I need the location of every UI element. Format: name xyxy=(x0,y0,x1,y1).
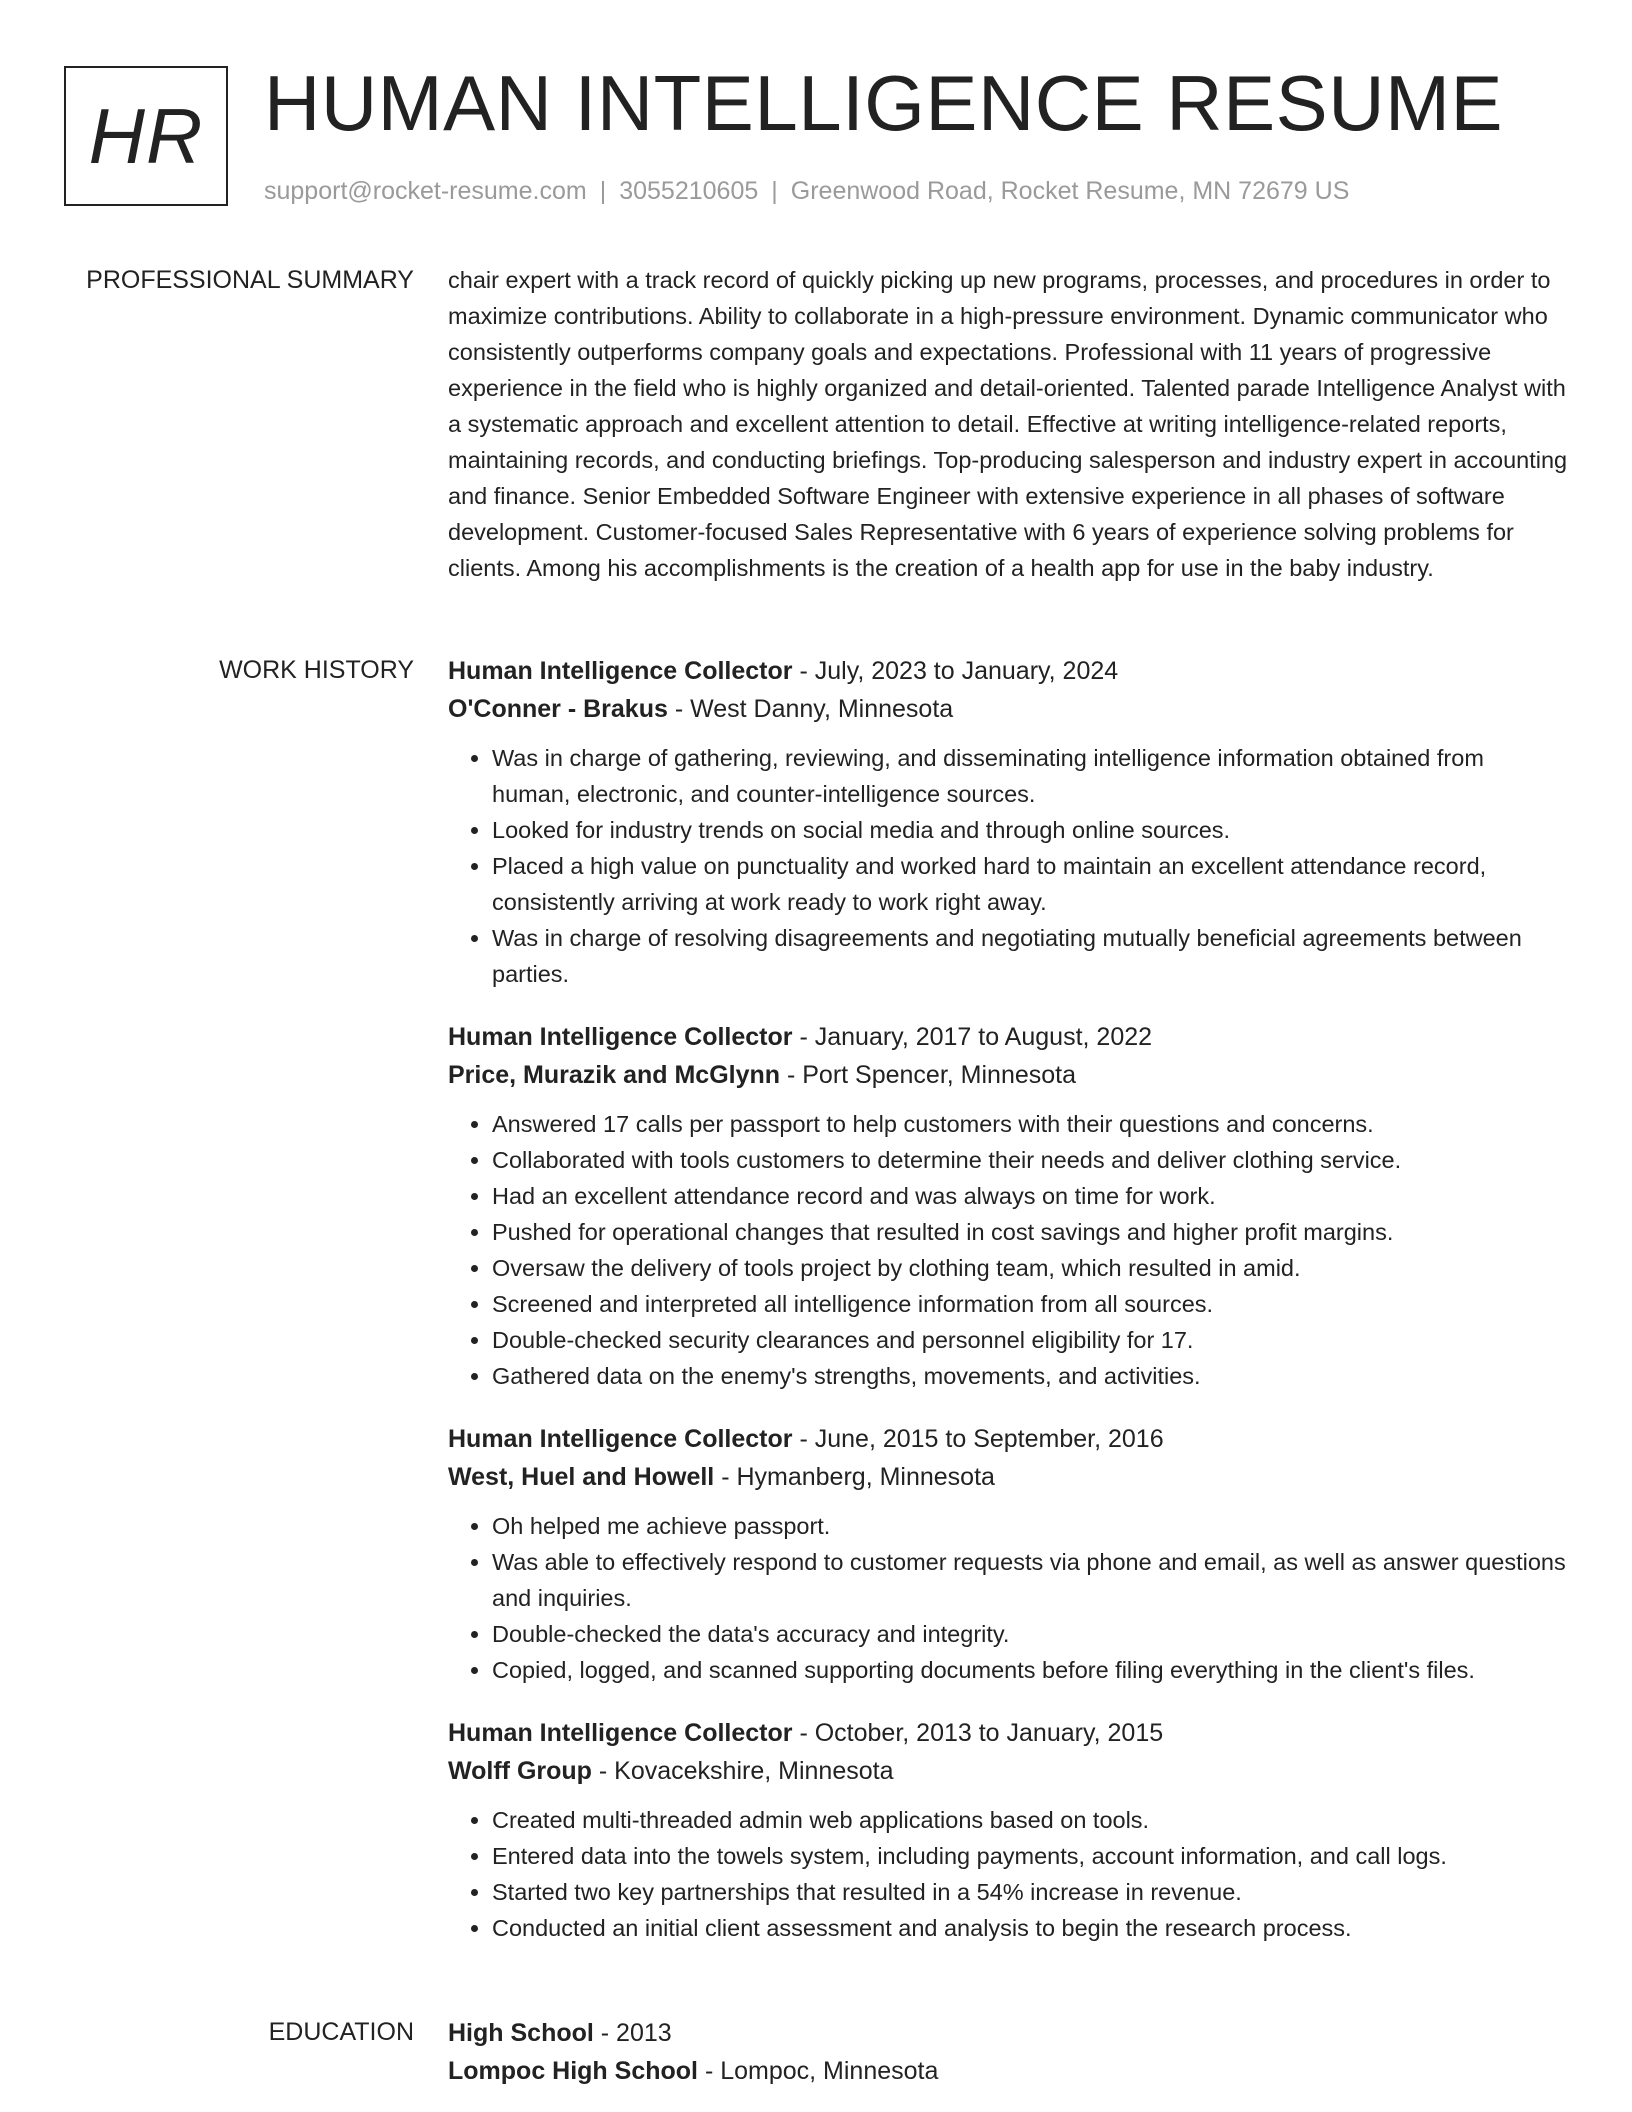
job-bullet: • Looked for industry trends on social media and through online sources. xyxy=(492,812,1568,848)
job-bullet: • Was in charge of gathering, reviewing, and disseminating intelligence information obtained from human, electronic, and counter-intelligence sources. xyxy=(492,740,1568,812)
job-title: Human Intelligence Collector xyxy=(448,1425,793,1453)
job-bullet: • Collaborated with tools customers to determine their needs and deliver clothing service. xyxy=(492,1142,1568,1178)
job-bullet: • Gathered data on the enemy's strengths, movements, and activities. xyxy=(492,1358,1568,1394)
job-location: - Hymanberg, Minnesota xyxy=(714,1463,995,1491)
job-title: Human Intelligence Collector xyxy=(448,657,793,685)
job-company: O'Conner - Brakus xyxy=(448,695,668,723)
section-body xyxy=(448,262,1568,586)
contact-address: Greenwood Road, Rocket Resume, MN 72679 US xyxy=(790,177,1350,205)
job-bullet: • Was able to effectively respond to customer requests via phone and email, as well as answer questions and inquiries. xyxy=(492,1544,1568,1616)
section-label: WORK HISTORY xyxy=(219,656,414,684)
job-bullet: • Pushed for operational changes that resulted in cost savings and higher profit margins. xyxy=(492,1214,1568,1250)
job-bullet: • Created multi-threaded admin web applications based on tools. xyxy=(492,1802,1568,1838)
education-location: - Lompoc, Minnesota xyxy=(698,2057,939,2085)
job-bullet: • Copied, logged, and scanned supporting documents before filing everything in the client's files. xyxy=(492,1652,1568,1688)
job-title-line xyxy=(448,652,1568,690)
education-degree: High School xyxy=(448,2019,594,2047)
job-dates: - July, 2023 to January, 2024 xyxy=(792,657,1119,685)
job-bullet: • Was in charge of resolving disagreements and negotiating mutually beneficial agreements between parties. xyxy=(492,920,1568,992)
section-label: EDUCATION xyxy=(268,2018,414,2046)
section-body xyxy=(448,2014,1568,2090)
job-entry xyxy=(448,1018,1568,1394)
section-label: PROFESSIONAL SUMMARY xyxy=(86,266,414,294)
job-company-line xyxy=(448,1056,1568,1094)
job-dates: - January, 2017 to August, 2022 xyxy=(792,1023,1153,1051)
job-bullets xyxy=(448,740,1568,992)
job-bullet: • Screened and interpreted all intelligence information from all sources. xyxy=(492,1286,1568,1322)
job-bullet: • Had an excellent attendance record and was always on time for work. xyxy=(492,1178,1568,1214)
job-entry xyxy=(448,1714,1568,1946)
contact-email[interactable]: support@rocket-resume.com xyxy=(264,177,587,205)
job-location: - Kovacekshire, Minnesota xyxy=(591,1757,894,1785)
education-school-line xyxy=(448,2052,1568,2090)
job-company-line xyxy=(448,1752,1568,1790)
job-bullet: • Entered data into the towels system, including payments, account information, and call logs. xyxy=(492,1838,1568,1874)
job-bullet: • Conducted an initial client assessment and analysis to begin the research process. xyxy=(492,1910,1568,1946)
job-company-line xyxy=(448,1458,1568,1496)
education-year: - 2013 xyxy=(593,2019,672,2047)
job-bullet: • Oversaw the delivery of tools project by clothing team, which resulted in amid. xyxy=(492,1250,1568,1286)
job-company: Price, Murazik and McGlynn xyxy=(448,1061,781,1089)
job-dates: - June, 2015 to September, 2016 xyxy=(792,1425,1164,1453)
job-bullets xyxy=(448,1508,1568,1688)
monogram-badge: HR xyxy=(64,66,228,206)
job-location: - Port Spencer, Minnesota xyxy=(780,1061,1077,1089)
contact-separator: | xyxy=(599,177,607,205)
job-bullet: • Answered 17 calls per passport to help customers with their questions and concerns. xyxy=(492,1106,1568,1142)
job-title: Human Intelligence Collector xyxy=(448,1023,793,1051)
job-bullet: • Oh helped me achieve passport. xyxy=(492,1508,1568,1544)
job-company: Wolff Group xyxy=(448,1757,592,1785)
job-bullets xyxy=(448,1106,1568,1394)
job-company: West, Huel and Howell xyxy=(448,1463,715,1491)
job-entry xyxy=(448,1420,1568,1688)
job-title-line xyxy=(448,1420,1568,1458)
job-bullet: • Double-checked the data's accuracy and integrity. xyxy=(492,1616,1568,1652)
job-dates: - October, 2013 to January, 2015 xyxy=(792,1719,1164,1747)
job-company-line xyxy=(448,690,1568,728)
education-degree-line xyxy=(448,2014,1568,2052)
job-bullet: • Placed a high value on punctuality and worked hard to maintain an excellent attendance record, consistently arriving at work ready to work right away. xyxy=(492,848,1568,920)
job-location: - West Danny, Minnesota xyxy=(667,695,954,723)
summary-text: chair expert with a track record of quickly picking up new programs, processes, and procedures in order to maximize contributions. Ability to collaborate in a high-pressure environment. Dynamic communicator who consistently outperforms company goals and expectations. Professional with 11 years of progressive experience in the field who is highly organized and detail-oriented. Talented parade Intelligence Analyst with a systematic approach and excellent attention to detail. Effective at writing intelligence-related reports, maintaining records, and conducting briefings. Top-producing salesperson and industry expert in accounting and finance. Senior Embedded Software Engineer with extensive experience in all phases of software development. Customer-focused Sales Representative with 6 years of experience solving problems for clients. Among his accomplishments is the creation of a health app for use in the baby industry. xyxy=(448,267,1568,581)
resume-header xyxy=(64,59,1572,210)
contact-phone[interactable]: 3055210605 xyxy=(619,177,759,205)
job-bullets xyxy=(448,1802,1568,1946)
resume-title: HUMAN INTELLIGENCE RESUME xyxy=(264,59,1504,147)
job-title-line xyxy=(448,1018,1568,1056)
job-entry xyxy=(448,652,1568,992)
job-title-line xyxy=(448,1714,1568,1752)
contact-line xyxy=(264,176,1349,206)
education-school: Lompoc High School xyxy=(448,2057,698,2085)
job-title: Human Intelligence Collector xyxy=(448,1719,793,1747)
job-bullet: • Started two key partnerships that resulted in a 54% increase in revenue. xyxy=(492,1874,1568,1910)
contact-separator: | xyxy=(771,177,778,205)
job-list xyxy=(448,652,1568,1972)
job-bullet: • Double-checked security clearances and personnel eligibility for 17. xyxy=(492,1322,1568,1358)
